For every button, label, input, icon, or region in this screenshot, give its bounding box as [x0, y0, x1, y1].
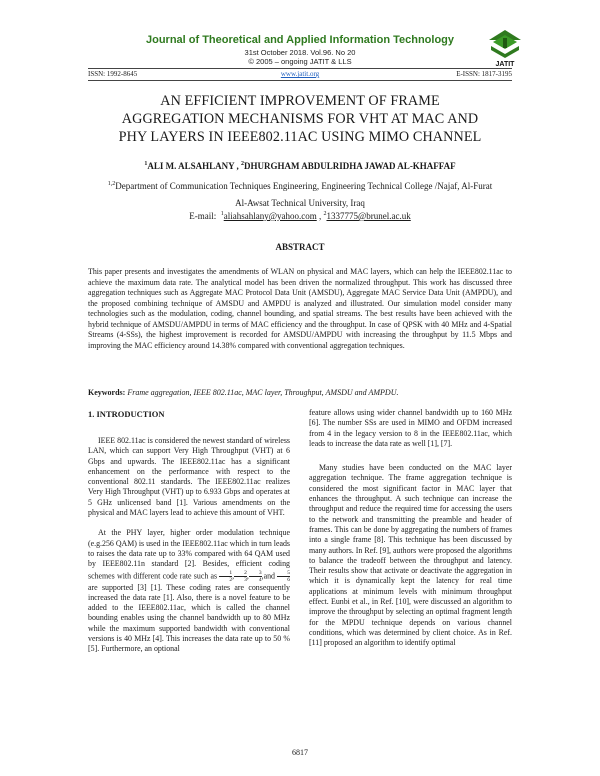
right-column: [309, 408, 512, 659]
section-heading: 1. INTRODUCTION: [88, 409, 165, 419]
page-number: 6817: [292, 748, 308, 757]
keywords-text: Frame aggregation, IEEE 802.11ac, MAC layer, Throughput, AMSDU and AMPDU.: [127, 388, 399, 397]
paragraph: feature allows using wider channel bandwidth up to 160 MHz [6]. The number SSs are used in MIMO and OFDM increased from 4 in the legacy version to 8 in the IEEE802.11ac, which leads to increase the data rate as well [1], [7].: [309, 408, 512, 448]
affiliation-line-2: Al-Awsat Technical University, Iraq: [235, 198, 365, 208]
email-link-1[interactable]: aliahsahlany@yahoo.com: [223, 211, 317, 221]
paper-title: [88, 92, 512, 146]
fraction: $\frac{2}{3}$: [234, 570, 247, 583]
jatit-logo-icon: [485, 26, 525, 62]
fraction-and: ,and: [261, 570, 275, 580]
fraction: $\frac{1}{2}$: [219, 570, 232, 583]
email-label: E-mail:: [189, 211, 217, 221]
affiliation: $^{1,2}$Department of Communication Techniques Engineering, Engineering Technical College /Najaf, Al-Furat Al-Awsat Technical University, Iraq: [88, 177, 512, 210]
paragraph-text: At the PHY layer, higher order modulation technique (e.g.256 QAM) is used in the IEEE802.11ac which in turn leads to raises the data rate up to 33% compared with 64 QAM used by IEEE802.11n standard [2]. Besides, efficient coding schemes with different code rate such as: [88, 528, 290, 580]
issn-print: ISSN: 1992-8645: [88, 70, 138, 78]
title-line: PHY LAYERS IN IEEE802.11AC USING MIMO CHANNEL: [118, 129, 482, 145]
header-rule-bottom: [88, 80, 512, 81]
journal-website-link[interactable]: www.jatit.org: [280, 70, 320, 78]
header-rule-top: [88, 68, 512, 69]
title-line: AGGREGATION MECHANISMS FOR VHT AT MAC AND: [121, 111, 479, 127]
author-1: ALI M. ALSAHLANY ,: [147, 161, 242, 171]
logo-text: JATIT: [495, 61, 515, 68]
paragraph: Many studies have been conducted on the MAC layer aggregation technique. The frame aggregation technique is considered the most significant factor in MAC layer that enhances the throughput. A such technique can increase the throughput and reduce the required time for accessing the users to the network and transmitting the preamble and header of frames. This can be done by aggregating the numbers of frames into a single frame [8]. This technique has been discussed by many authors. In Ref. [9], authors were proposed the algorithms to balance the tradeoff between the throughput and latency. Their results show that activate or deactivate the aggregation in which it is dynamically kept the latency for real time applications at minimum levels with minimum throughput effect. Eunbi et al., in Ref. [10], were discussed an algorithm to improve the throughput by selecting an optimal fragment length for the MPDU technique depends on various channel conditions, which was determined by client choice. As in Ref. [11] proposed an algorithm to identify optimal: [309, 463, 512, 648]
issue-date: 31st October 2018. Vol.96. No 20: [244, 48, 356, 57]
author-list: $^1$ALI M. ALSAHLANY , $^2$DHURGHAM ABDULRIDHA JAWAD AL-KHAFFAF: [144, 161, 456, 171]
paragraph: At the PHY layer, higher order modulation technique (e.g.256 QAM) is used in the IEEE802.11ac which in turn leads to raises the data rate up to 33% compared with 64 QAM used by IEEE802.11n standard [2]. Besides, efficient coding schemes with different code rate such as $\frac{1}{2}$ , $\frac{2}{3}$ , $\frac{3}{4}$ ,and $\frac{5}{6}$ are supported [3] [1]. These coding rates are consequently increased the data rate [1]. Also, there is a novel feature to be added to the IEEE802.11ac, which is called the channel bounding enables using the channel bandwidth up to 80 MHz while the maximum supported bandwidth with conventional versions is 40 MHz [4]. This increases the data rate up to 50 % [5]. Furthermore, an optional: [88, 528, 290, 654]
left-column: [88, 436, 290, 665]
paragraph: IEEE 802.11ac is considered the newest standard of wireless LAN, which can support Very High Throughput (VHT) at 6 Gbps and upwards. The IEEE802.11ac has a significant enhancement on the performance with respect to the conventional 802.11 standards. The IEEE802.11ac realizes Very High Throughput (VHT) up to 6.933 Gbps and operates at 5 GHz unlicensed band [1]. Various amendments on the physical and MAC layers lead to achieve this amount of VHT.: [88, 436, 290, 518]
copyright-line: © 2005 – ongoing JATIT & LLS: [248, 57, 352, 66]
paragraph-text: are supported [3] [1]. These coding rates are consequently increased the data rate [1]. Also, there is a novel feature to be added to the IEEE802.11ac, which is called the channel bounding enables using the channel bandwidth up to 80 MHz while the maximum supported bandwidth with conventional versions is 40 MHz [4]. This increases the data rate up to 50 % [5]. Furthermore, an optional: [88, 582, 290, 654]
fraction: $\frac{3}{4}$: [249, 570, 262, 583]
author-2: DHURGHAM ABDULRIDHA JAWAD AL-KHAFFAF: [244, 161, 456, 171]
title-line: AN EFFICIENT IMPROVEMENT OF FRAME: [160, 93, 440, 109]
journal-title: Journal of Theoretical and Applied Information Technology: [145, 34, 455, 46]
keywords: [88, 388, 512, 397]
issn-electronic: E-ISSN: 1817-3195: [456, 70, 512, 78]
abstract-heading: ABSTRACT: [275, 242, 325, 252]
email-line: E-mail: $^1$aliahsahlany@yahoo.com , $^2$1337775@brunel.ac.uk: [189, 211, 411, 221]
keywords-label: Keywords:: [88, 388, 126, 397]
abstract-text: This paper presents and investigates the amendments of WLAN on physical and MAC layers, which can help the IEEE802.11ac to achieve the maximum data rate. The analytical model has been driven the normalized throughput. This work has discussed three aggregation techniques such as Aggregate MAC Protocol Data Unit (AMSDU), Aggregate MAC Service Data Unit (AMPDU), and the proposed combining technique of AMSDU and AMPDU is analyzed and illustrated. Our simulation model consider many technologies such as the modulation, coding, channel bounding, and spatial streams. The best results have been achieved with the hybrid technique of AMSDU/AMPDU in terms of MAC efficiency and the throughput. In case of QPSK with 40 MHz and 4-Spatial Streams (4-SSs), the highest improvement is recorded for AMSDU/AMPDU with increasing the throughput by 11.5 Mbps and improving the MAC efficiency around 14.38% compared with conventional aggregation techniques.: [88, 267, 512, 350]
fraction: $\frac{5}{6}$: [277, 570, 290, 583]
email-link-2[interactable]: 1337775@brunel.ac.uk: [326, 211, 411, 221]
affiliation-line-1: Department of Communication Techniques Engineering, Engineering Technical College /Najaf, Al-Furat: [115, 181, 493, 191]
